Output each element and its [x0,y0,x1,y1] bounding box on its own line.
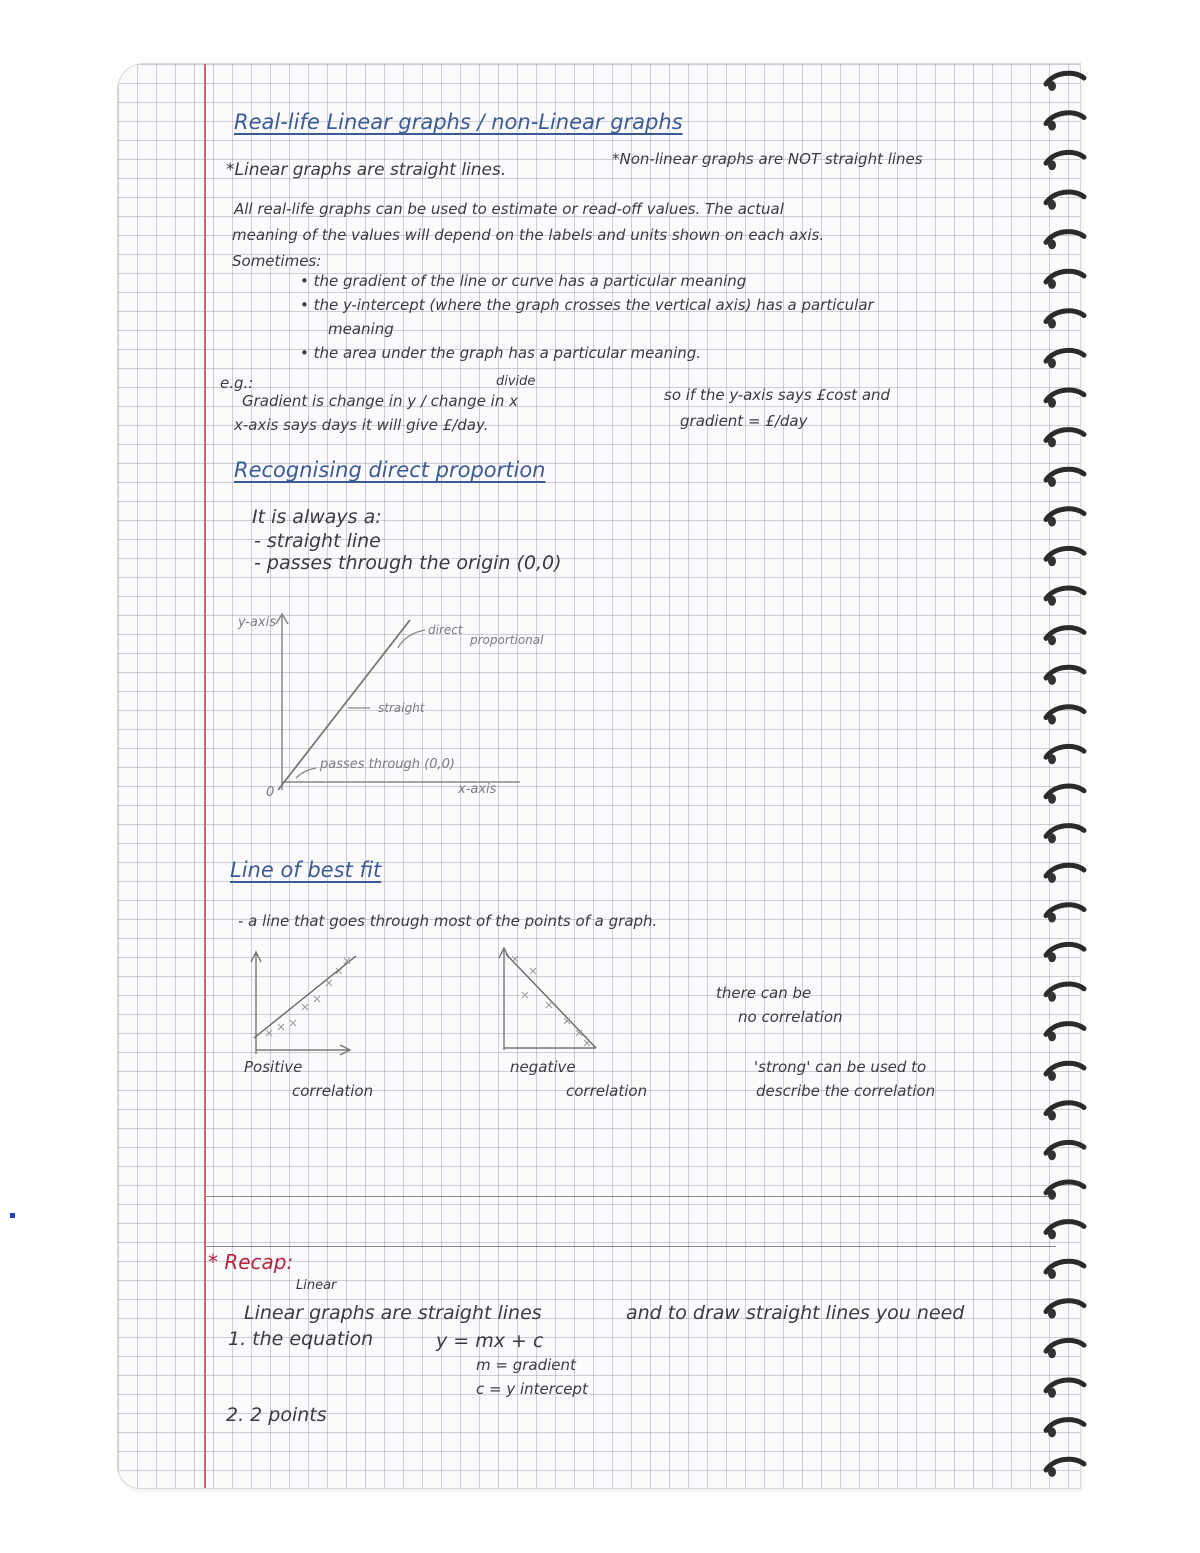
spiral-hole [1048,1388,1056,1398]
negative-correlation-graph [492,942,612,1062]
strong-note-line-2: describe the correlation [756,1082,936,1100]
proportion-line-3: - passes through the origin (0,0) [254,552,562,574]
example-axis-cost: so if the y-axis says £cost and [664,386,891,404]
spiral-hole [1048,556,1056,566]
spiral-binding [1040,64,1090,1488]
direct-arrow [398,630,425,648]
y-axis-label: y-axis [238,615,276,630]
linear-definition: *Linear graphs are straight lines. [226,160,507,180]
spiral-hole [1048,517,1056,527]
spiral-hole [1048,1190,1056,1200]
origin-label: 0 [266,785,275,800]
best-fit-line [254,956,356,1038]
spiral-hole [1048,477,1056,487]
spiral-hole [1048,121,1056,131]
spiral-hole [1048,279,1056,289]
no-correlation-line-2: no correlation [738,1008,843,1026]
stray-mark [10,1213,15,1218]
no-correlation-line-1: there can be [716,984,812,1002]
recap-c-definition: c = y intercept [476,1380,588,1398]
spiral-hole [1048,319,1056,329]
section-title-best-fit: Line of best fit [230,858,382,882]
spiral-hole [1048,1031,1056,1041]
spiral-hole [1048,913,1056,923]
spiral-hole [1048,81,1056,91]
recap-linear-note: Linear [296,1278,337,1293]
strong-note-line-1: 'strong' can be used to [754,1058,927,1076]
bullet-text: the y-intercept (where the graph crosses the vertical axis) has a particular [313,296,874,314]
data-points [266,958,350,1036]
spiral-hole [1048,992,1056,1002]
divider-rule [206,1196,1056,1197]
paragraph-line-2: meaning of the values will depend on the labels and units shown on each axis. [232,226,825,244]
bullet-item: • the gradient of the line or curve has a particular meaning [300,272,747,290]
passes-origin-label: passes through (0,0) [320,757,455,772]
recap-line-1: Linear graphs are straight lines [244,1302,542,1324]
best-fit-line [506,954,596,1048]
spiral-hole [1048,160,1056,170]
spiral-hole [1048,358,1056,368]
negative-label: negative [510,1058,576,1076]
spiral-hole [1048,1111,1056,1121]
proportional-label: proportional [470,633,544,647]
passes-arrow [296,768,316,778]
paragraph-line-3: Sometimes: [232,252,322,270]
direct-proportion-graph [220,600,560,810]
example-axis-days: x-axis says days it will give £/day. [234,416,489,434]
spiral-hole [1048,1071,1056,1081]
recap-title: * Recap: [208,1250,294,1274]
nonlinear-definition: *Non-linear graphs are NOT straight lines [612,150,923,168]
bullet-item: • the area under the graph has a particular meaning. [300,344,702,362]
paragraph-line-1: All real-life graphs can be used to estimate or read-off values. The actual [234,200,784,218]
spiral-hole [1048,635,1056,645]
spiral-hole [1048,239,1056,249]
spiral-hole [1048,952,1056,962]
spiral-hole [1048,1229,1056,1239]
spiral-hole [1048,754,1056,764]
positive-correlation-graph [240,946,370,1066]
spiral-hole [1048,1269,1056,1279]
bullet-continuation: meaning [328,320,394,338]
recap-equation-label: 1. the equation [228,1328,374,1350]
section-title-linear-graphs: Real-life Linear graphs / non-Linear graphs [234,110,683,134]
spiral-hole [1048,675,1056,685]
divide-note: divide [496,374,536,389]
recap-equation: y = mx + c [436,1330,544,1352]
spiral-hole [1048,1150,1056,1160]
spiral-hole [1048,833,1056,843]
proportion-line-2: - straight line [254,530,381,552]
recap-line-1-continued: and to draw straight lines you need [626,1302,965,1324]
spiral-hole [1048,794,1056,804]
best-fit-definition: - a line that goes through most of the points of a graph. [238,912,658,930]
spiral-hole [1048,873,1056,883]
bullet-item: • the y-intercept (where the graph crosses the vertical axis) has a particular [300,296,874,314]
spiral-hole [1048,1427,1056,1437]
straight-label: straight [378,701,425,715]
positive-correlation-label: correlation [292,1082,374,1100]
recap-m-definition: m = gradient [476,1356,576,1374]
direct-label: direct [428,623,463,637]
bullet-text: the area under the graph has a particular meaning. [313,344,702,362]
section-title-direct-proportion: Recognising direct proportion [234,458,546,482]
spiral-hole [1048,715,1056,725]
spiral-hole [1048,1348,1056,1358]
recap-line-3: 2. 2 points [226,1404,327,1426]
spiral-hole [1048,1309,1056,1319]
negative-correlation-label: correlation [566,1082,648,1100]
spiral-hole [1048,200,1056,210]
example-gradient-unit: gradient = £/day [680,412,808,430]
spiral-hole [1048,596,1056,606]
spiral-hole [1048,1467,1056,1477]
spiral-hole [1048,398,1056,408]
margin-line [204,64,206,1488]
proportion-line-1: It is always a: [252,506,382,528]
spiral-hole [1048,437,1056,447]
divider-rule [206,1246,1056,1247]
x-axis-label: x-axis [458,782,497,797]
positive-label: Positive [244,1058,303,1076]
example-label: e.g.: [220,374,254,392]
example-gradient: Gradient is change in y / change in x [242,392,518,410]
bullet-text: the gradient of the line or curve has a particular meaning [313,272,747,290]
